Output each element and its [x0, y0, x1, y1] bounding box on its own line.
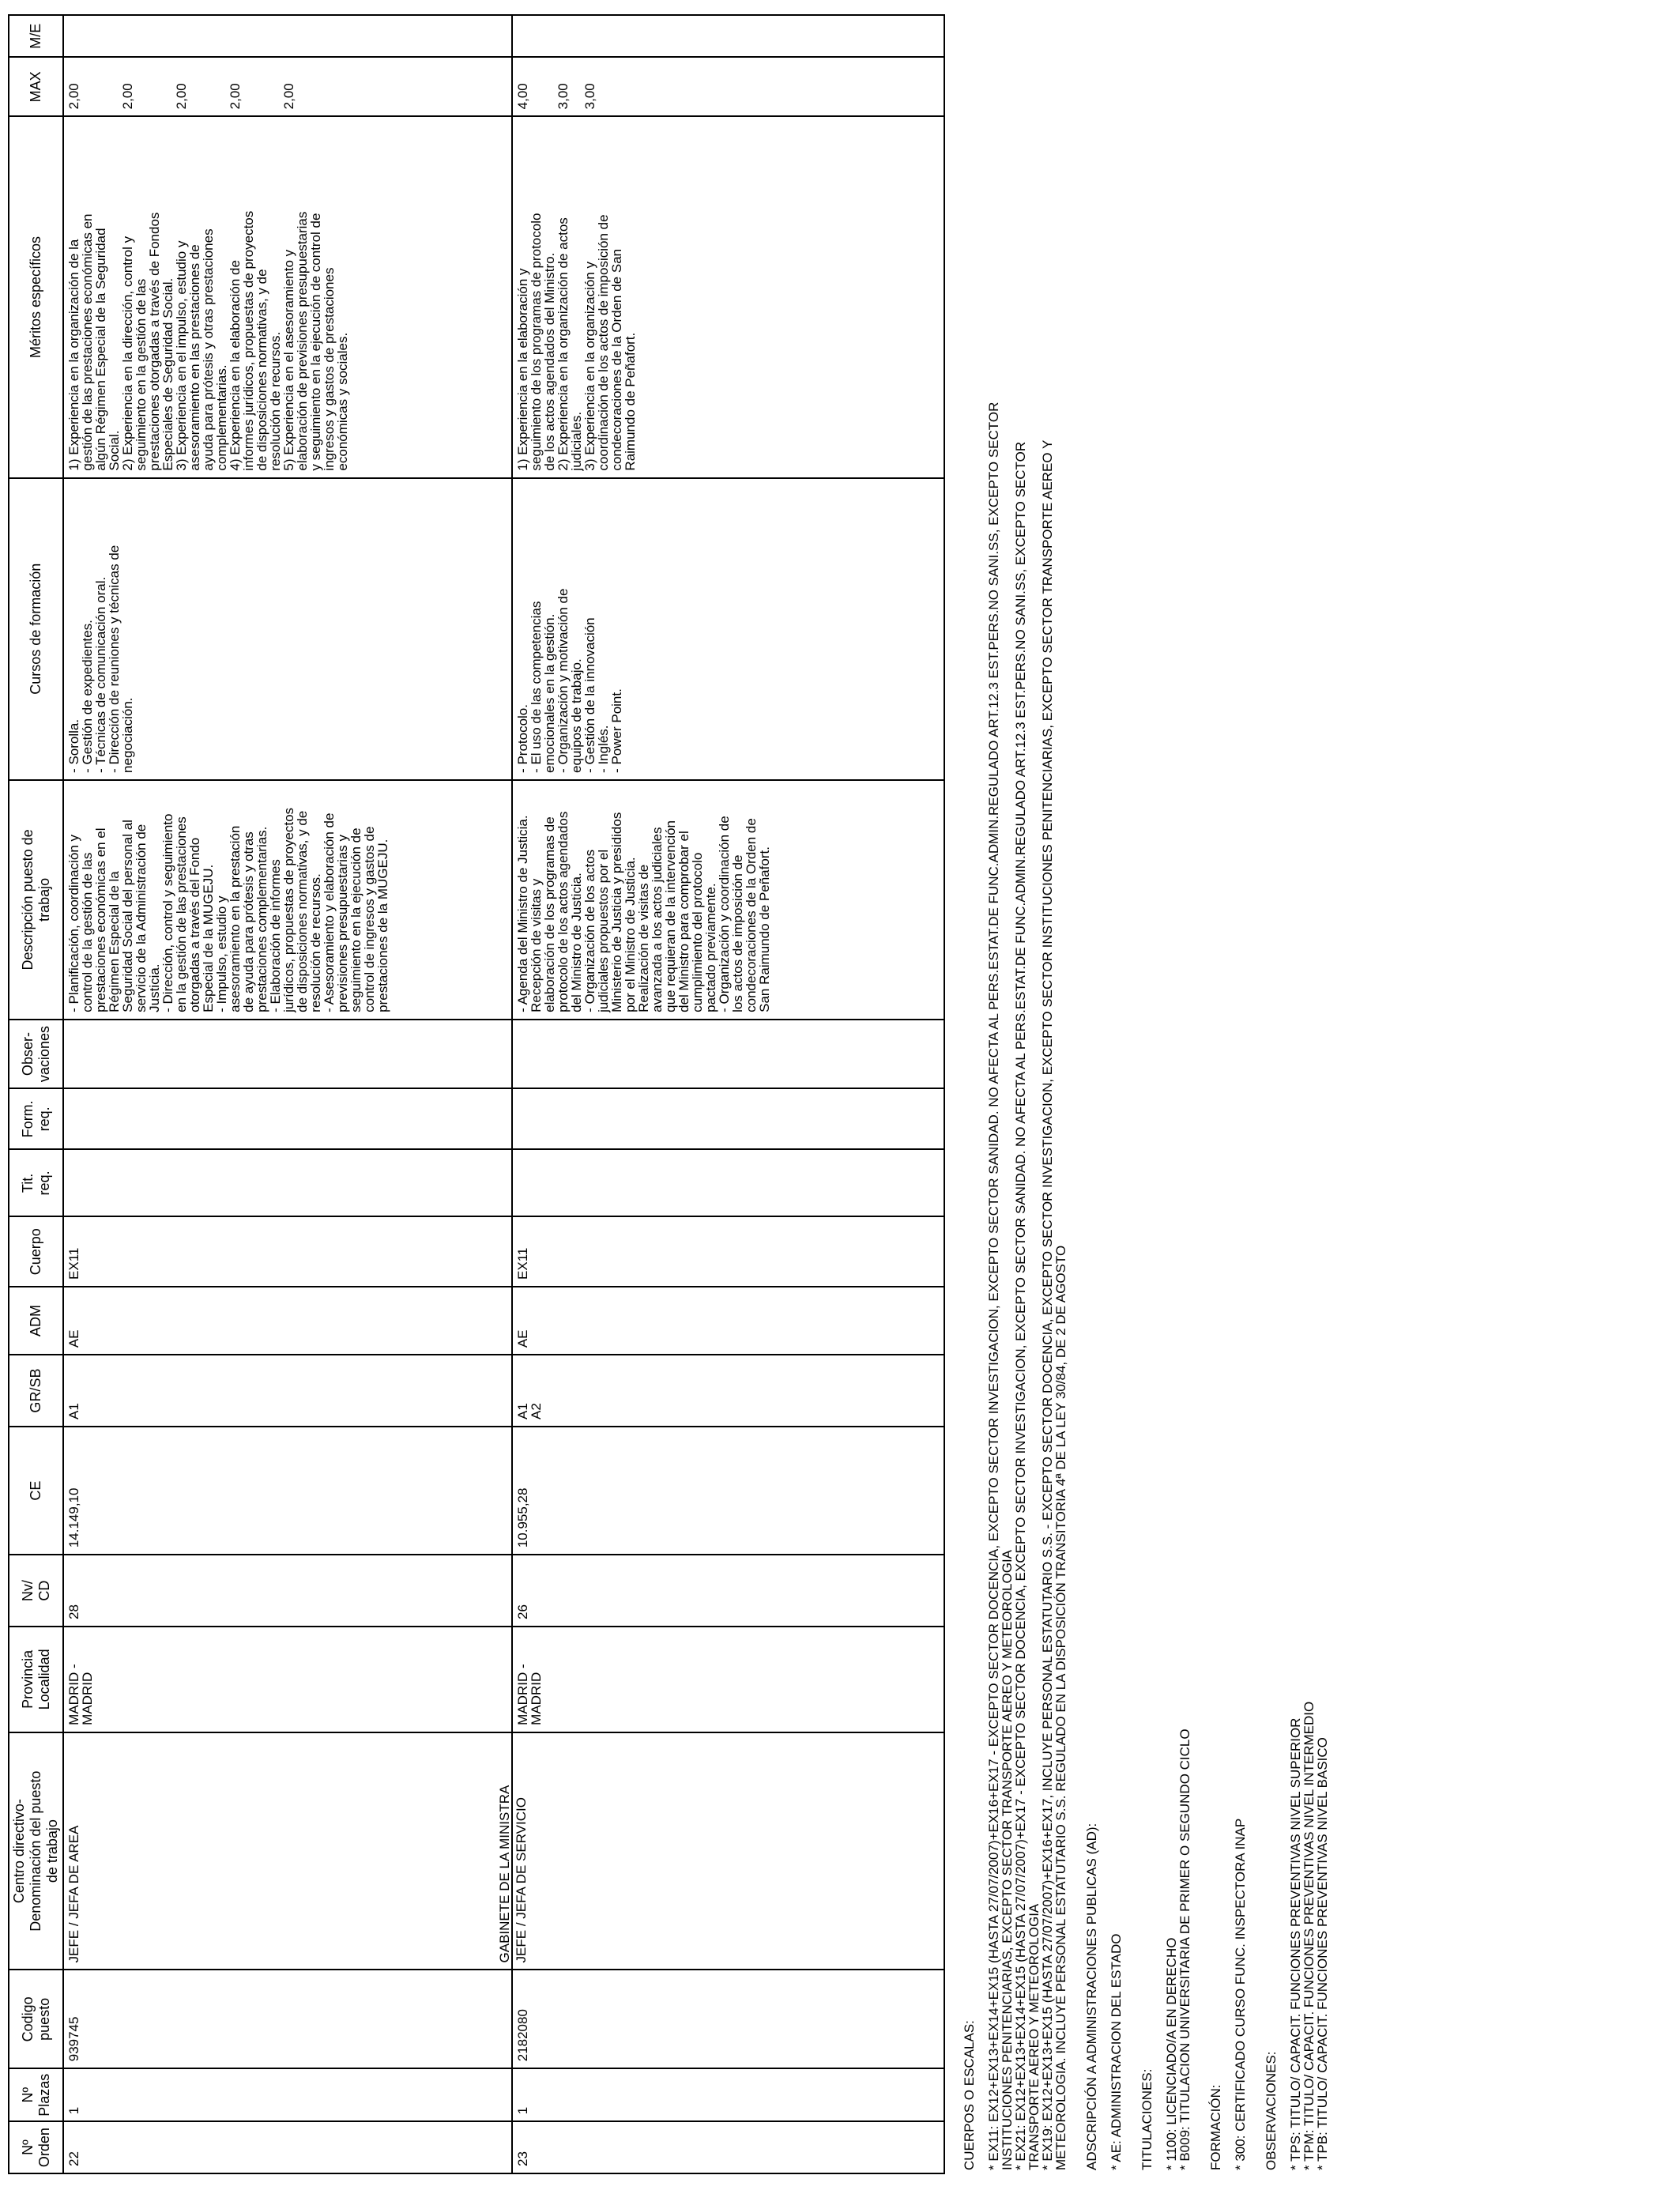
col-adm-header: ADM	[9, 1287, 63, 1355]
meritos-cell: 1) Experiencia en la organización de la gestión de las prestaciones económicas en algún Régimen Especial de la Seguridad Social. 2) Experiencia en la dirección, control y seguimiento en la gestión de las prestaciones otorgadas a través de Fondos Especiales de Seguridad Social. 3) Experiencia en el impulso, estudio y asesoramiento en las prestaciones de ayuda para prótesis y otras prestaciones complementarias. 4) Experiencia en la elaboración de informes jurídicos, propuestas de proyectos de disposiciones normativas, y de resolución de recursos. 5) Experiencia en el asesoramiento y elaboración de previsiones presupuestarias y seguimiento en la ejecución de control de ingresos y gastos de prestaciones económicas y sociales.	[63, 116, 512, 477]
form-cell	[512, 1088, 944, 1149]
adscripcion-section: ADSCRIPCIÓN A ADMINISTRACIONES PUBLICAS (AD): * AE: ADMINISTRACION DEL ESTADO	[1085, 36, 1123, 2170]
col-grupo-header: GR/SB	[9, 1355, 63, 1427]
col-cursos-header: Cursos de formación	[9, 478, 63, 780]
me-cell	[63, 15, 512, 57]
col-max-header: MAX	[9, 57, 63, 116]
cuerpos-title: CUERPOS O ESCALAS:	[962, 2020, 977, 2170]
col-cuerpo-header: Cuerpo	[9, 1216, 63, 1286]
descripcion-cell: - Planificación, coordinación y control de la gestión de las prestaciones económicas en el Régimen Especial de la Seguridad Social del personal al servicio de la Administración de Justicia. - Dirección, control y seguimiento en la gestión de las prestaciones otorgadas a través del Fondo Especial de la MUGEJU. - Impulso, estudio y asesoramiento en la prestación de ayuda para prótesis y otras prestaciones complementarias. - Elaboración de informes jurídicos, propuestas de proyectos de disposiciones normativas, y de resolución de recursos. - Asesoramiento y elaboración de previsiones presupuestarias y seguimiento en la ejecución de control de ingresos y gastos de prestaciones de la MUGEJU.	[63, 780, 512, 1020]
plazas-cell: 1	[512, 2068, 944, 2121]
cuerpo-cell: EX11	[512, 1216, 944, 1286]
ce-cell: 10.955,28	[512, 1427, 944, 1555]
denominacion: JEFE / JEFA DE SERVICIO	[514, 1797, 529, 1963]
descripcion-cell: - Agenda del Ministro de Justicia. Recepción de visitas y elaboración de los programas de protocolo de los actos agendados del Ministro de Justicia. - Organización de los actos judiciales propuestos por el Ministerio de Justicia y presididos por el Ministro de Justicia. Realización de visitas de avanzada a los actos judiciales que requieran de la intervención del Ministro para comprobar el cumplimiento del protocolo pactado previamente. - Organización y coordinación de los actos de imposición de condecoraciones de la Orden de San Raimundo de Peñafort.	[512, 780, 944, 1020]
col-ce-header: CE	[9, 1427, 63, 1555]
provincia-cell: MADRID - MADRID	[512, 1627, 944, 1732]
col-codigo-header: Codigo puesto	[9, 1970, 63, 2068]
cursos-cell: - Protocolo. - El uso de las competencias emocionales en la gestión. - Organización y motivación de equipos de trabajo. - Gestión de la innovación - Inglés. - Power Point.	[512, 478, 944, 780]
col-me-header: M/E	[9, 15, 63, 57]
col-descripcion-header: Descripción puesto de trabajo	[9, 780, 63, 1020]
col-form-header: Form. req.	[9, 1088, 63, 1149]
positions-table	[8, 14, 945, 2174]
titulaciones-section: TITULACIONES: * 1100: LICENCIADO/A EN DERECHO * B009: TITULACION UNIVERSITARIA DE PRIMER O SEGUNDO CICLO	[1140, 36, 1192, 2170]
nivel-cell: 28	[63, 1555, 512, 1627]
codigo-cell: 939745	[63, 1970, 512, 2068]
col-centro-header: Centro directivo- Denominación del puesto de trabajo	[9, 1732, 63, 1970]
col-obs-header: Obser- vaciones	[9, 1020, 63, 1088]
tit-cell	[512, 1149, 944, 1216]
plazas-cell: 1	[63, 2068, 512, 2121]
tit-cell	[63, 1149, 512, 1216]
obs-cell	[63, 1020, 512, 1088]
orden-cell: 22	[63, 2121, 512, 2173]
cuerpo-cell: EX11	[63, 1216, 512, 1286]
adm-cell: AE	[512, 1287, 944, 1355]
formacion-title: FORMACIÓN:	[1208, 2084, 1223, 2170]
cuerpos-section: CUERPOS O ESCALAS: * EX11: EX12+EX13+EX14+EX15 (HASTA 27/07/2007)+EX16+EX17 - EXCEPTO SECTOR DOCENCIA, EXCEPTO SECTOR INVESTIGACION, EXCEPTO SECTOR SANIDAD. NO AFECTA AL PERS.ESTAT.DE FUNC.ADMIN.REGULADO ART.12.3 EST.PERS.NO SANI.SS, EXCEPTO SECTOR INSTITUCIONES PENITENCIARIAS, EXCEPTO SECTOR TRANSPORTE AEREO Y METEOROLOGIA * EX21: EX12+EX13+EX14+EX15 (HASTA 27/07/2007)+EX17 - EXCEPTO SECTOR DOCENCIA, EXCEPTO SECTOR INVESTIGACION, EXCEPTO SECTOR SANIDAD. NO AFECTA AL PERS.ESTAT.DE FUNC.ADMIN.REGULADO ART.12.3 EST.PERS.NO SANI.SS, EXCEPTO SECTOR TRANSPORTE AEREO Y METEOROLOGIA * EX19: EX12+EX13+EX15 (HASTA 27/07/2007)+EX16+EX17, INCLUYE PERSONAL ESTATUTARIO S.S. - EXCEPTO SECTOR DOCENCIA, EXCEPTO SECTOR INVESTIGACION, EXCEPTO SECTOR INSTITUCIONES PENITENCIARIAS, EXCEPTO SECTOR TRANSPORTE AEREO Y METEOROLOGIA. INCLUYE PERSONAL ESTATUTARIO S.S. REGULADO EN LA DISPOSICIÓN TRANSITORIA 4ª DE LA LEY 30/84, DE 2 DE AGOSTO	[962, 36, 1068, 2170]
grupo-cell: A1	[63, 1355, 512, 1427]
titulaciones-title: TITULACIONES:	[1139, 2068, 1155, 2170]
table-row	[512, 15, 944, 2173]
nivel-cell: 26	[512, 1555, 944, 1627]
observaciones-section: OBSERVACIONES: * TPS: TITULO/ CAPACIT. FUNCIONES PREVENTIVAS NIVEL SUPERIOR * TPM: TITULO/ CAPACIT. FUNCIONES PREVENTIVAS NIVEL INTERMEDIO * TPB: TITULO/ CAPACIT. FUNCIONES PREVENTIVAS NIVEL BASICO	[1264, 36, 1329, 2170]
observaciones-title: OBSERVACIONES:	[1264, 2051, 1279, 2170]
adm-cell: AE	[63, 1287, 512, 1355]
col-plazas-header: Nº Plazas	[9, 2068, 63, 2121]
col-nivel-header: Nv/ CD	[9, 1555, 63, 1627]
max-cell: 2,00 2,00 2,00 2,00 2,00	[63, 57, 512, 116]
col-provincia-header: Provincia Localidad	[9, 1627, 63, 1732]
obs-cell	[512, 1020, 944, 1088]
grupo-cell: A1 A2	[512, 1355, 944, 1427]
denominacion: JEFE / JEFA DE AREA	[66, 1825, 81, 1963]
col-orden-header: Nº Orden	[9, 2121, 63, 2173]
orden-cell: 23	[512, 2121, 944, 2173]
legend-notes	[962, 36, 1347, 2170]
table-row	[63, 15, 512, 2173]
col-meritos-header: Méritos específicos	[9, 116, 63, 477]
adscripcion-title: ADSCRIPCIÓN A ADMINISTRACIONES PUBLICAS (AD):	[1084, 1823, 1099, 2170]
me-cell	[512, 15, 944, 57]
max-cell: 4,00 3,00 3,00	[512, 57, 944, 116]
centro-cell	[497, 1732, 944, 1970]
cursos-cell: - Sorolla. - Gestión de expedientes. - Técnicas de comunicación oral. - Dirección de reuniones y técnicas de negociación.	[63, 478, 512, 780]
ce-cell: 14.149,10	[63, 1427, 512, 1555]
codigo-cell: 2182080	[512, 1970, 944, 2068]
col-tit-header: Tit. req.	[9, 1149, 63, 1216]
form-cell	[63, 1088, 512, 1149]
provincia-cell: MADRID - MADRID	[63, 1627, 512, 1732]
centro-cell	[63, 1732, 512, 1970]
centro-directivo: GABINETE DE LA MINISTRA	[497, 1785, 513, 1963]
meritos-cell: 1) Experiencia en la elaboración y seguimiento de los programas de protocolo de los actos agendados del Ministro. 2) Experiencia en la organización de actos judiciales. 3) Experiencia en la organización y coordinación de los actos de imposición de condecoraciones de la Orden de San Raimundo de Peñafort.	[512, 116, 944, 477]
formacion-section: FORMACIÓN: * 300: CERTIFICADO CURSO FUNC. INSPECTORA INAP	[1209, 36, 1247, 2170]
header-row	[9, 15, 63, 2173]
